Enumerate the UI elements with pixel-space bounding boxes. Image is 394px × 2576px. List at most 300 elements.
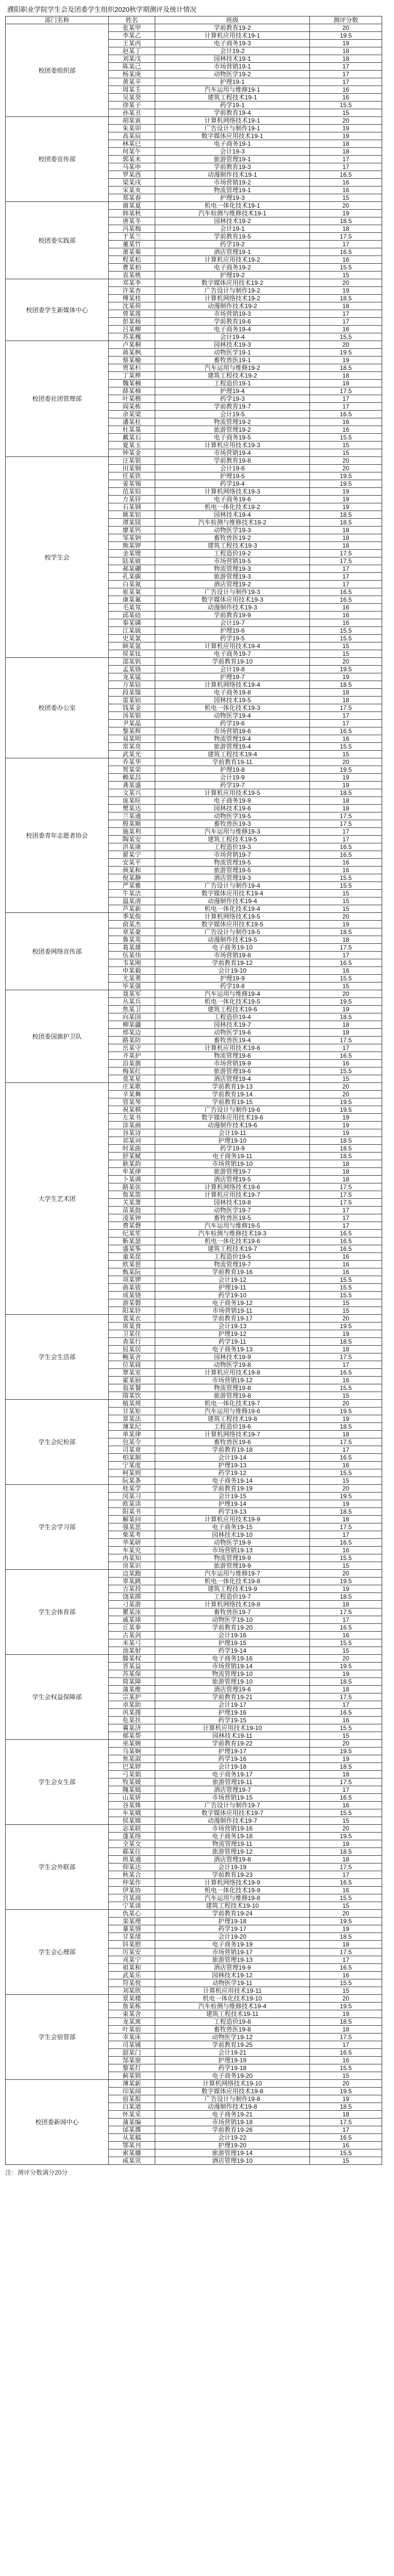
score-cell: 20: [310, 990, 382, 998]
table-row: [6, 1655, 382, 1663]
class-cell: 动物医学19-3: [155, 527, 310, 534]
student-name-cell: 晋某益: [109, 1663, 155, 1670]
class-cell: 电子商务19-15: [155, 1523, 310, 1531]
score-cell: 17: [310, 395, 382, 403]
score-cell: 18.5: [310, 1137, 382, 1145]
score-cell: 19: [310, 2010, 382, 2018]
class-cell: 数字媒体应用技术19-7: [155, 1809, 310, 1817]
student-name-cell: 秋某合: [109, 1871, 155, 1879]
score-cell: 19.5: [310, 998, 382, 1006]
score-cell: 17: [310, 241, 382, 248]
score-cell: 19: [310, 1925, 382, 1933]
score-cell: 18: [310, 140, 382, 148]
score-cell: 15: [310, 642, 382, 650]
class-cell: 汽车运用与维修19-5: [155, 1222, 310, 1230]
student-name-cell: 翁某餐: [109, 1384, 155, 1392]
score-cell: 16.5: [310, 727, 382, 735]
class-cell: 计算机应用技术19-7: [155, 1191, 310, 1199]
student-name-cell: 景某楼: [109, 1995, 155, 2003]
student-name-cell: 辜某跳: [109, 1578, 155, 1585]
student-name-cell: 汤某银: [109, 712, 155, 720]
table-row: [6, 2080, 382, 2088]
student-name-cell: 冀某济: [109, 1724, 155, 1732]
class-cell: 会计19-6: [155, 465, 310, 472]
score-cell: 18.5: [310, 2018, 382, 2026]
score-cell: 17: [310, 318, 382, 326]
score-cell: 20: [310, 457, 382, 465]
class-cell: 数字媒体应用技术19-2: [155, 279, 310, 287]
class-cell: 药学19-2: [155, 241, 310, 248]
student-name-cell: 祁某词: [109, 1137, 155, 1145]
class-cell: 市场营销19-16: [155, 1825, 310, 1833]
score-cell: 19: [310, 1755, 382, 1763]
student-name-cell: 夏某玉: [109, 442, 155, 449]
student-name-cell: 卜某调: [109, 1176, 155, 1183]
student-name-cell: 许某杏: [109, 287, 155, 295]
class-cell: 汽车检测与维修技术19-2: [155, 519, 310, 527]
student-name-cell: 侯某嫦: [109, 1817, 155, 1825]
class-cell: 动物医学19-6: [155, 1029, 310, 1037]
class-cell: 会计19-11: [155, 1129, 310, 1137]
class-cell: 电子商务19-18: [155, 1833, 310, 1840]
student-name-cell: 暴某情: [109, 1925, 155, 1933]
class-cell: 计算机网络技术19-2: [155, 295, 310, 302]
class-cell: 计算机应用技术19-4: [155, 642, 310, 650]
score-cell: 15: [310, 1562, 382, 1570]
student-name-cell: 巩某援: [109, 1709, 155, 1717]
table-row: [6, 1570, 382, 1578]
student-name-cell: 胡某寅: [109, 117, 155, 125]
student-name-cell: 宿某报: [109, 2095, 155, 2103]
student-name-cell: 柏某制: [109, 1454, 155, 1462]
score-cell: 16.5: [310, 411, 382, 418]
score-cell: 20: [310, 1995, 382, 2003]
student-name-cell: 阳某铃: [109, 1307, 155, 1315]
class-cell: 汽车运用与维修19-4: [155, 990, 310, 998]
class-cell: 工程造价19-8: [155, 2018, 310, 2026]
score-cell: 16.5: [310, 248, 382, 256]
class-cell: 广告设计与制作19-4: [155, 882, 310, 890]
student-name-cell: 罗某酉: [109, 171, 155, 179]
class-cell: 学前教育19-13: [155, 1083, 310, 1091]
score-cell: 17: [310, 581, 382, 588]
student-name-cell: 陈某己: [109, 63, 155, 71]
class-cell: 药学19-10: [155, 1292, 310, 1299]
score-cell: 15.5: [310, 1809, 382, 1817]
student-name-cell: 郗某往: [109, 1848, 155, 1856]
score-cell: 19: [310, 774, 382, 782]
class-cell: 畜牧兽医19-6: [155, 1438, 310, 1446]
score-cell: 19: [310, 1006, 382, 1013]
score-cell: 19.5: [310, 1748, 382, 1755]
score-cell: 17: [310, 1214, 382, 1222]
class-cell: 数字媒体应用技术19-4: [155, 890, 310, 897]
class-cell: 机电一体化技术19-3: [155, 704, 310, 712]
score-cell: 17.5: [310, 1693, 382, 1701]
class-cell: 会计19-2: [155, 47, 310, 55]
score-cell: 16: [310, 604, 382, 612]
score-cell: 18.5: [310, 1933, 382, 1941]
class-cell: 市场营销19-15: [155, 1794, 310, 1802]
score-cell: 15.5: [310, 1284, 382, 1292]
class-cell: 计算机应用技术19-10: [155, 1724, 310, 1732]
score-cell: 17.5: [310, 820, 382, 828]
score-cell: 15: [310, 897, 382, 905]
student-name-cell: 白某氮: [109, 581, 155, 588]
class-cell: 动漫制作技术19-7: [155, 1817, 310, 1825]
score-cell: 17: [310, 1701, 382, 1709]
score-cell: 17.5: [310, 1948, 382, 1956]
class-cell: 市场营销19-2: [155, 179, 310, 187]
student-name-cell: 詹某笛: [109, 1191, 155, 1199]
score-cell: 17: [310, 156, 382, 163]
class-cell: 会计19-5: [155, 411, 310, 418]
score-cell: 19: [310, 210, 382, 217]
student-name-cell: 屈某居: [109, 1346, 155, 1353]
score-cell: 15.5: [310, 434, 382, 442]
student-name-cell: 易某明: [109, 735, 155, 743]
class-cell: 建筑工程技术19-7: [155, 1245, 310, 1253]
dept-name-cell: 学生会纪检部: [6, 1400, 109, 1485]
score-cell: 16: [310, 1462, 382, 1469]
student-name-cell: 陶某安: [109, 836, 155, 843]
class-cell: 计算机网络技术19-9: [155, 1879, 310, 1887]
score-cell: 16: [310, 1547, 382, 1554]
student-name-cell: 齐某护: [109, 1052, 155, 1060]
table-row: [6, 1740, 382, 1748]
student-name-cell: 于某兰: [109, 233, 155, 241]
class-cell: 市场营销19-13: [155, 1547, 310, 1554]
student-name-cell: 隗某嫣: [109, 1786, 155, 1794]
header-score: 测评分数: [310, 16, 382, 24]
student-name-cell: 李某乙: [109, 32, 155, 40]
student-name-cell: 倪某静: [109, 874, 155, 882]
student-name-cell: 米某弓: [109, 1639, 155, 1647]
score-cell: 19.5: [310, 1408, 382, 1415]
class-cell: 计算机网络技术19-8: [155, 1601, 310, 1608]
student-name-cell: 饶某掷: [109, 1593, 155, 1601]
student-name-cell: 颜某和: [109, 867, 155, 874]
class-cell: 园林技术19-12: [155, 1972, 310, 1979]
score-cell: 15: [310, 1732, 382, 1740]
student-name-cell: 谭某镁: [109, 519, 155, 527]
score-cell: 15: [310, 650, 382, 658]
class-cell: 旅游管理19-6: [155, 1067, 310, 1075]
student-name-cell: 乔某华: [109, 758, 155, 766]
score-cell: 15.5: [310, 1276, 382, 1284]
class-cell: 畜牧兽医19-5: [155, 1214, 310, 1222]
class-cell: 酒店管理19-2: [155, 581, 310, 588]
class-cell: 旅游管理19-13: [155, 1956, 310, 1964]
score-cell: 17: [310, 1207, 382, 1214]
table-row: [6, 341, 382, 349]
class-cell: 动漫制作技术19-2: [155, 302, 310, 310]
class-cell: 学前教育19-24: [155, 1910, 310, 1918]
student-name-cell: 从某稿: [109, 2134, 155, 2142]
class-cell: 计算机应用技术19-1: [155, 32, 310, 40]
student-name-cell: 甘某绪: [109, 1933, 155, 1941]
dept-name-cell: 校学生会: [6, 457, 109, 658]
score-cell: 18: [310, 805, 382, 812]
class-cell: 建筑工程技术19-1: [155, 94, 310, 101]
student-name-cell: 丛某兵: [109, 998, 155, 1006]
student-name-cell: 尹某晶: [109, 720, 155, 727]
student-name-cell: 邓某李: [109, 279, 155, 287]
table-row: [6, 913, 382, 921]
score-cell: 19: [310, 1670, 382, 1678]
score-cell: 15: [310, 272, 382, 279]
class-cell: 学前教育19-2: [155, 24, 310, 32]
dept-name-cell: 学生会生活部: [6, 1315, 109, 1400]
score-cell: 18: [310, 534, 382, 542]
score-cell: 16.5: [310, 1709, 382, 1717]
class-cell: 会计19-1: [155, 225, 310, 233]
student-name-cell: 黎某灯: [109, 2064, 155, 2072]
score-cell: 15: [310, 905, 382, 913]
score-cell: 20: [310, 1485, 382, 1493]
class-cell: 机电一体化技术19-8: [155, 1578, 310, 1585]
score-cell: 16: [310, 1802, 382, 1809]
class-cell: 园林技术19-4: [155, 511, 310, 519]
student-name-cell: 郜某窗: [109, 2057, 155, 2064]
student-name-cell: 殷某顺: [109, 820, 155, 828]
student-name-cell: 甘某矩: [109, 1408, 155, 1415]
dept-name-cell: 学生会学习部: [6, 1485, 109, 1570]
class-cell: 电子商务19-3: [155, 40, 310, 47]
class-cell: 工程造价19-2: [155, 550, 310, 557]
class-cell: 市场营销19-11: [155, 1307, 310, 1315]
student-name-cell: 崔某氧: [109, 588, 155, 596]
score-cell: 17.5: [310, 557, 382, 565]
class-cell: 市场营销19-3: [155, 310, 310, 318]
class-cell: 计算机网络技术19-10: [155, 2080, 310, 2088]
student-name-cell: 焦某卫: [109, 1006, 155, 1013]
score-cell: 20: [310, 658, 382, 666]
score-cell: 15: [310, 1307, 382, 1315]
student-name-cell: 吕某柳: [109, 326, 155, 333]
student-name-cell: 蔡某榆: [109, 357, 155, 364]
class-cell: 物流管理19-5: [155, 859, 310, 867]
score-cell: 16: [310, 1887, 382, 1894]
score-cell: 17: [310, 2041, 382, 2049]
score-cell: 19: [310, 1500, 382, 1508]
score-cell: 20: [310, 1400, 382, 1408]
class-cell: 药学19-12: [155, 1469, 310, 1477]
score-cell: 15.5: [310, 1724, 382, 1732]
dept-name-cell: 校团委学生新媒体中心: [6, 279, 109, 341]
class-cell: 学前教育19-23: [155, 1871, 310, 1879]
student-name-cell: 房某识: [109, 1562, 155, 1570]
table-row: [6, 279, 382, 287]
class-cell: 动物医学19-1: [155, 349, 310, 357]
class-cell: 药学19-11: [155, 1338, 310, 1346]
score-cell: 15: [310, 109, 382, 117]
class-cell: 工程造价19-3: [155, 843, 310, 851]
score-cell: 18: [310, 2111, 382, 2119]
score-cell: 19.5: [310, 2003, 382, 2010]
score-cell: 19.5: [310, 349, 382, 357]
class-cell: 学前教育19-9: [155, 612, 310, 619]
student-name-cell: 翟某宁: [109, 851, 155, 859]
student-name-cell: 宁某度: [109, 1462, 155, 1469]
class-cell: 数字媒体应用技术19-8: [155, 2088, 310, 2095]
class-cell: 广告设计与制作19-1: [155, 125, 310, 132]
score-cell: 18: [310, 1856, 382, 1863]
score-cell: 19.5: [310, 666, 382, 673]
header-dept: 部门名称: [6, 16, 109, 24]
student-name-cell: 辛某舞: [109, 1091, 155, 1098]
dept-name-cell: 校团委网络宣传部: [6, 913, 109, 990]
student-name-cell: 韦某刚: [109, 959, 155, 967]
score-cell: 18: [310, 1176, 382, 1183]
student-name-cell: 司某章: [109, 1446, 155, 1454]
score-cell: 16.5: [310, 2134, 382, 2142]
score-cell: 20: [310, 117, 382, 125]
class-cell: 物流管理19-10: [155, 1670, 310, 1678]
class-cell: 电子商务19-12: [155, 1299, 310, 1307]
score-cell: 15.5: [310, 1384, 382, 1392]
score-cell: 15: [310, 1902, 382, 1910]
dept-name-cell: 学生会体育部: [6, 1570, 109, 1655]
student-name-cell: 欧某琶: [109, 1261, 155, 1268]
score-cell: 15: [310, 449, 382, 457]
score-cell: 17.5: [310, 1037, 382, 1044]
student-name-cell: 弓某娟: [109, 1771, 155, 1778]
student-name-cell: 石某钢: [109, 503, 155, 511]
class-cell: 会计19-4: [155, 333, 310, 341]
student-name-cell: 钱某金: [109, 704, 155, 712]
student-name-cell: 咸某讯: [109, 2157, 155, 2165]
student-name-cell: 欧某读: [109, 1500, 155, 1508]
class-cell: 数字媒体应用技术19-6: [155, 1114, 310, 1122]
class-cell: 学前教育19-12: [155, 959, 310, 967]
class-cell: 酒店管理19-4: [155, 1075, 310, 1083]
score-cell: 15.5: [310, 975, 382, 982]
score-cell: 17.5: [310, 1199, 382, 1207]
student-name-cell: 朱某卯: [109, 125, 155, 132]
student-name-cell: 冯某梅: [109, 225, 155, 233]
student-name-cell: 牛某洁: [109, 890, 155, 897]
class-cell: 酒店管理19-5: [155, 1176, 310, 1183]
score-cell: 20: [310, 2080, 382, 2088]
student-name-cell: 涂某画: [109, 1122, 155, 1129]
class-cell: 会计19-8: [155, 666, 310, 673]
class-cell: 药学19-6: [155, 720, 310, 727]
score-cell: 20: [310, 279, 382, 287]
class-cell: 会计19-16: [155, 1632, 310, 1639]
student-name-cell: 申某毅: [109, 967, 155, 975]
student-name-cell: 徐某子: [109, 101, 155, 109]
score-cell: 16: [310, 426, 382, 434]
score-cell: 18: [310, 225, 382, 233]
student-name-cell: 植某规: [109, 1400, 155, 1408]
score-cell: 20: [310, 1655, 382, 1663]
score-cell: 18.5: [310, 1153, 382, 1160]
student-name-cell: 苗某鼓: [109, 1207, 155, 1214]
score-cell: 15.5: [310, 743, 382, 751]
score-cell: 17: [310, 952, 382, 959]
class-cell: 电子商务19-14: [155, 1477, 310, 1485]
score-cell: 17: [310, 71, 382, 78]
class-cell: 动物医学19-7: [155, 1207, 310, 1214]
class-cell: 畜牧兽医19-2: [155, 534, 310, 542]
score-cell: 15: [310, 1647, 382, 1655]
class-cell: 机电一体化技术19-5: [155, 998, 310, 1006]
class-cell: 物流管理19-3: [155, 565, 310, 573]
score-cell: 18: [310, 1168, 382, 1176]
score-cell: 18: [310, 1346, 382, 1353]
score-cell: 17.5: [310, 1608, 382, 1616]
class-cell: 汽车检测与维修技术19-1: [155, 210, 310, 217]
score-cell: 16.5: [310, 1052, 382, 1060]
class-cell: 药学19-18: [155, 2064, 310, 2072]
header-class: 班级: [155, 16, 310, 24]
student-name-cell: 韶某门: [109, 2049, 155, 2057]
score-cell: 16.5: [310, 1879, 382, 1887]
student-name-cell: 沈某荷: [109, 302, 155, 310]
score-cell: 17.5: [310, 2033, 382, 2041]
class-cell: 计算机网络技术19-4: [155, 681, 310, 689]
class-cell: 药学19-8: [155, 982, 310, 990]
student-name-cell: 龚某盛: [109, 782, 155, 789]
student-name-cell: 靳某瑟: [109, 1238, 155, 1245]
student-name-cell: 廖某钙: [109, 527, 155, 534]
student-name-cell: 牧某媛: [109, 1778, 155, 1786]
student-name-cell: 幸某床: [109, 2033, 155, 2041]
class-cell: 电子商务19-5: [155, 434, 310, 442]
score-cell: 16.5: [310, 596, 382, 604]
student-name-cell: 魏某楠: [109, 380, 155, 387]
score-cell: 19: [310, 782, 382, 789]
class-cell: 市场营销19-7: [155, 851, 310, 859]
class-cell: 旅游管理19-12: [155, 1848, 310, 1856]
student-name-cell: 洪某康: [109, 843, 155, 851]
score-cell: 20: [310, 24, 382, 32]
class-cell: 会计19-10: [155, 967, 310, 975]
class-cell: 学前教育19-8: [155, 457, 310, 465]
score-cell: 15.5: [310, 1292, 382, 1299]
class-cell: 护理19-4: [155, 387, 310, 395]
student-name-cell: 邹某钠: [109, 534, 155, 542]
score-cell: 17: [310, 403, 382, 411]
score-cell: 17.5: [310, 1353, 382, 1361]
score-cell: 15: [310, 751, 382, 758]
student-name-cell: 段某镍: [109, 689, 155, 697]
student-name-cell: 苏某保: [109, 1670, 155, 1678]
student-name-cell: 葛某雄: [109, 944, 155, 952]
score-cell: 17: [310, 712, 382, 720]
student-name-cell: 耿某韵: [109, 1160, 155, 1168]
class-cell: 机电一体化技术19-10: [155, 1995, 310, 2003]
student-name-cell: 霍某厨: [109, 1377, 155, 1384]
student-name-cell: 任某铁: [109, 472, 155, 480]
score-cell: 18: [310, 47, 382, 55]
class-cell: 学前教育19-4: [155, 109, 310, 117]
score-cell: 16: [310, 619, 382, 627]
student-name-cell: 闵某习: [109, 1493, 155, 1500]
class-cell: 动物医学19-4: [155, 712, 310, 720]
class-cell: 护理19-9: [155, 975, 310, 982]
student-name-cell: 沿某旗: [109, 1060, 155, 1067]
score-cell: 18: [310, 1516, 382, 1523]
student-name-cell: 焦某淑: [109, 1755, 155, 1763]
student-name-cell: 车某娥: [109, 1809, 155, 1817]
score-cell: 19: [310, 1330, 382, 1338]
student-name-cell: 关某箫: [109, 1199, 155, 1207]
score-cell: 19.5: [310, 1833, 382, 1840]
class-cell: 护理19-2: [155, 272, 310, 279]
student-name-cell: 项某锣: [109, 1276, 155, 1284]
